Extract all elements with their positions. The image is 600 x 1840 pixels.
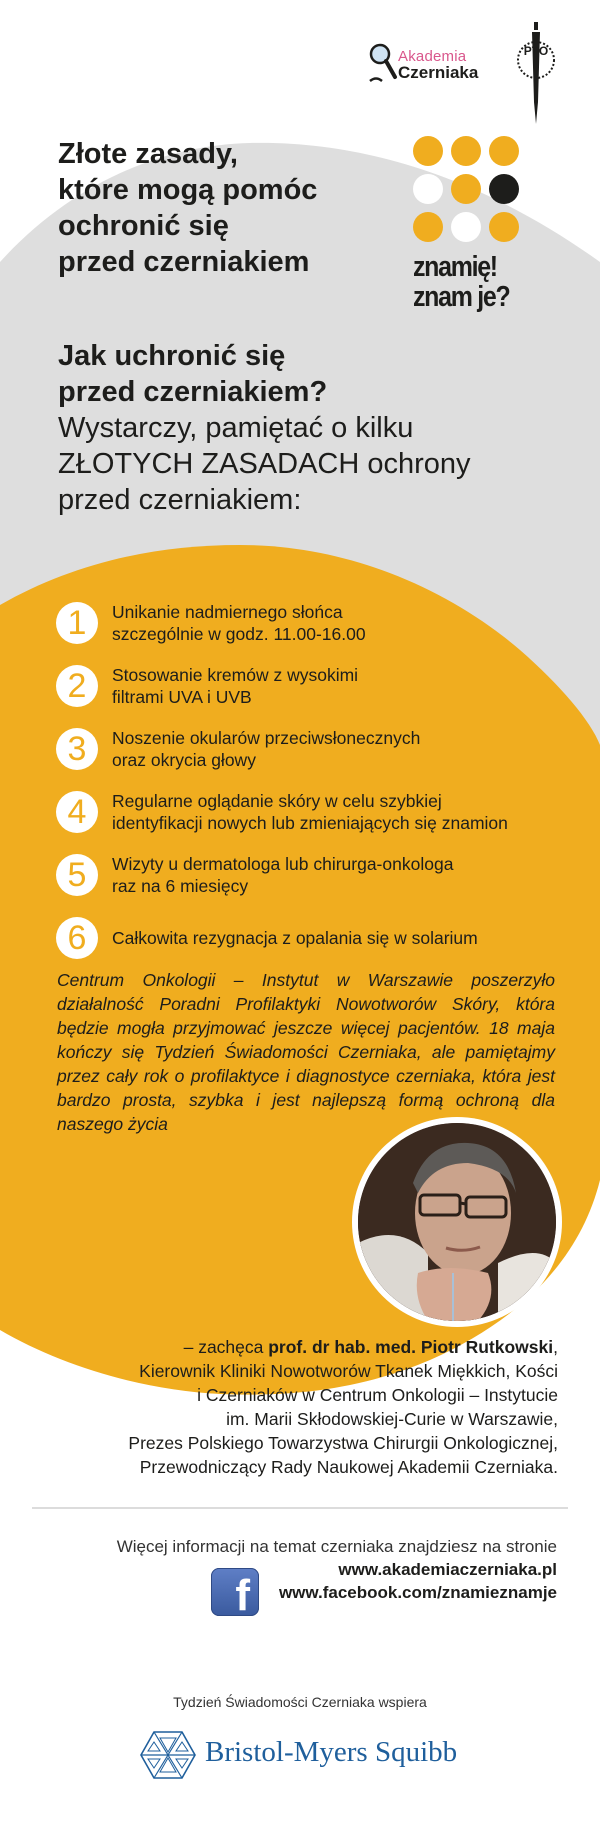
rule-text-line: Całkowita rezygnacja z opalania się w solarium: [112, 928, 478, 948]
dot-gold: [489, 212, 519, 242]
rule-item: [56, 724, 576, 774]
slogan-line-1: znamię!: [413, 251, 497, 283]
headline-line: ochronić się: [58, 210, 229, 242]
dot-gold: [413, 136, 443, 166]
author-title-line: Prezes Polskiego Towarzystwa Chirurgii Onkologicznej,: [128, 1433, 558, 1453]
rule-text: [112, 727, 420, 771]
magnifier-icon: [368, 43, 398, 85]
bms-hexagon-icon: [140, 1730, 196, 1780]
info-paragraph: Centrum Onkologii – Instytut w Warszawie poszerzyło działalność Poradni Profilaktyki Nowotworów Skóry, która będzie mogła przyjmować jeszcze więcej pacjentów. 18 maja kończy się Tydzień Świadomości Czerniaka, ale pamiętajmy przez cały rok o profilaktyce i diagnostyce czerniaka, która jest bardzo prosta, szybka i jest najlepszą formą ochroną dla naszego życia: [57, 970, 555, 1134]
pto-text: PTO: [523, 44, 549, 58]
rule-text: [112, 927, 478, 949]
rule-number-badge: 4: [56, 791, 98, 833]
more-info-text: Więcej informacji na temat czerniaka znajdziesz na stronie: [116, 1537, 557, 1556]
author-title-line: i Czerniaków w Centrum Onkologii – Instytucie: [197, 1385, 558, 1405]
headline-line: przed czerniakiem: [58, 246, 310, 278]
more-info: [60, 1535, 557, 1604]
sponsor-label: Tydzień Świadomości Czerniaka wspiera: [173, 1694, 427, 1710]
headline: [58, 136, 378, 280]
portrait-frame: [352, 1117, 562, 1327]
rule-text-line: szczególnie w godz. 11.00-16.00: [112, 624, 366, 644]
subhead-question-line: Jak uchronić się: [58, 340, 286, 372]
rule-item: [56, 913, 576, 963]
rule-text-line: Unikanie nadmiernego słońca: [112, 602, 343, 622]
rule-text: [112, 853, 453, 897]
dot-gold: [451, 136, 481, 166]
subhead-body-line: ZŁOTYCH ZASADACH ochrony: [58, 448, 471, 480]
pto-logo: [513, 22, 559, 124]
rule-text-line: Wizyty u dermatologa lub chirurga-onkologa: [112, 854, 454, 874]
akademia-czerniaka-logo: [368, 40, 508, 90]
slogan-line-2: znam je?: [413, 281, 510, 313]
rule-item: [56, 850, 576, 900]
rule-text: [112, 790, 508, 834]
rule-text-line: Regularne oglądanie skóry w celu szybkiej: [112, 791, 442, 811]
rule-number-badge: 1: [56, 602, 98, 644]
facebook-link[interactable]: www.facebook.com/znamieznamje: [278, 1583, 557, 1602]
dot-gold: [489, 136, 519, 166]
portrait-photo: [358, 1123, 556, 1321]
rule-number-badge: 3: [56, 728, 98, 770]
bms-logo: [140, 1730, 470, 1780]
rule-item: [56, 787, 576, 837]
rule-text: [112, 664, 358, 708]
headline-line: Złote zasady,: [58, 138, 238, 170]
sword-emblem-icon: [513, 22, 559, 124]
portrait-illustration: [358, 1123, 556, 1321]
rule-item: [56, 661, 576, 711]
dot-black: [489, 174, 519, 204]
bms-name: Bristol-Myers Squibb: [205, 1736, 458, 1768]
subhead-body-line: przed czerniakiem:: [58, 484, 302, 516]
campaign-dots-logo: [413, 136, 523, 246]
rule-text-line: Stosowanie kremów z wysokimi: [112, 665, 359, 685]
rule-number-badge: 5: [56, 854, 98, 896]
subheading: [58, 338, 568, 518]
facebook-glyph: f: [235, 1571, 250, 1620]
dot-white: [413, 174, 443, 204]
rule-text: [112, 601, 366, 645]
dot-white: [451, 212, 481, 242]
attribution-first-line: [60, 1335, 558, 1359]
rule-text-line: Noszenie okularów przeciwsłonecznych: [112, 728, 421, 748]
author-title-line: im. Marii Skłodowskiej-Curie w Warszawie,: [226, 1409, 558, 1429]
attribution-suffix: ,: [553, 1337, 558, 1357]
golden-rules-list: [56, 598, 576, 963]
author-title-line: Przewodniczący Rady Naukowej Akademii Czerniaka.: [139, 1457, 558, 1477]
facebook-icon[interactable]: [211, 1568, 259, 1620]
headline-line: które mogą pomóc: [58, 174, 318, 206]
rule-number-badge: 6: [56, 917, 98, 959]
attribution: [60, 1335, 558, 1479]
rule-text-line: identyfikacji nowych lub zmieniających się znamion: [112, 813, 508, 833]
subhead-body-line: Wystarczy, pamiętać o kilku: [58, 412, 414, 444]
rule-text-line: oraz okrycia głowy: [112, 750, 256, 770]
rule-text-line: filtrami UVA i UVB: [112, 687, 252, 707]
rule-text-line: raz na 6 miesięcy: [112, 876, 249, 896]
logo-text-akademia: Akademia: [398, 48, 467, 65]
rule-item: [56, 598, 576, 648]
author-name: prof. dr hab. med. Piotr Rutkowski: [268, 1337, 554, 1357]
subhead-question-line: przed czerniakiem?: [58, 376, 328, 408]
logo-text-czerniaka: Czerniaka: [398, 63, 479, 82]
dot-gold: [413, 212, 443, 242]
campaign-slogan: [413, 252, 516, 312]
attribution-prefix: – zachęca: [183, 1337, 269, 1357]
dot-gold: [451, 174, 481, 204]
website-link[interactable]: www.akademiaczerniaka.pl: [338, 1560, 557, 1579]
section-divider: [32, 1507, 568, 1509]
author-title-line: Kierownik Kliniki Nowotworów Tkanek Miękkich, Kości: [139, 1361, 558, 1381]
rule-number-badge: 2: [56, 665, 98, 707]
